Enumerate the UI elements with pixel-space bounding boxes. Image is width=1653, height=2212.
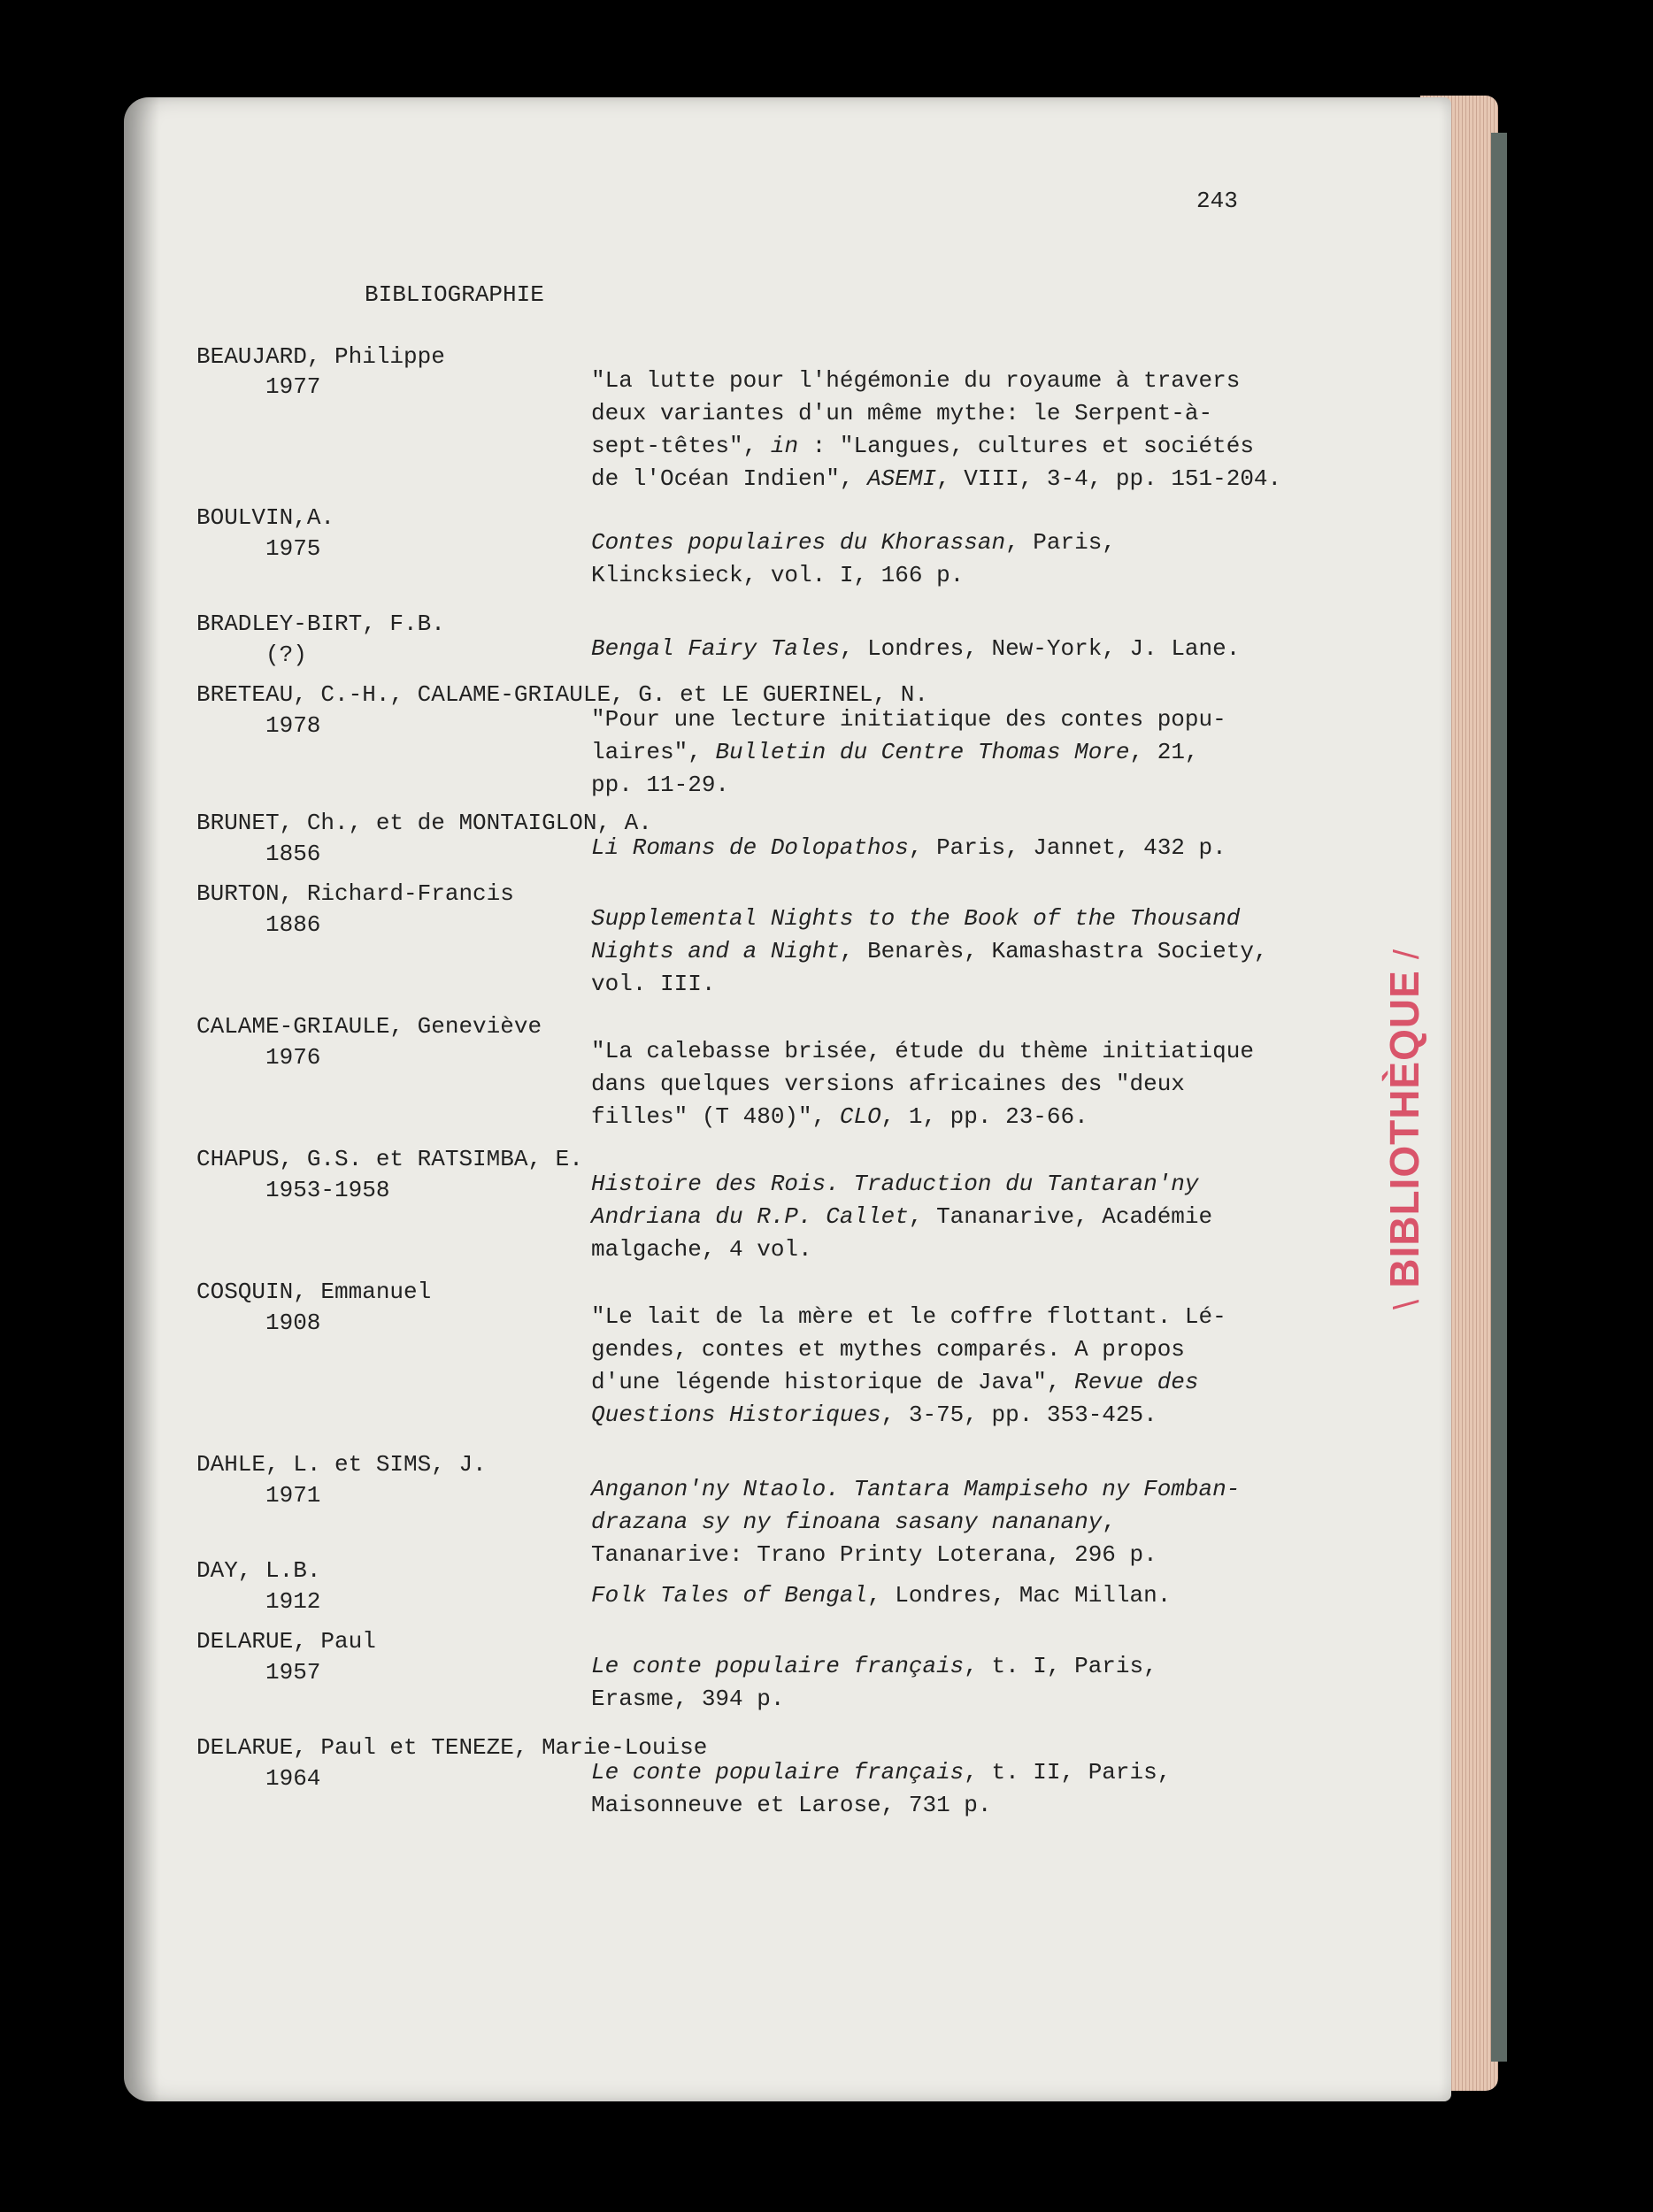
reference-line: Nights and a Night, Benarès, Kamashastra Society,	[591, 938, 1268, 964]
entry-year: 1908	[265, 1310, 321, 1336]
reference-line: d'une légende historique de Java", Revue des	[591, 1369, 1199, 1395]
reference-line: malgache, 4 vol.	[591, 1236, 812, 1263]
library-stamp: \ BIBLIOTHÈQUE /	[1381, 948, 1427, 1310]
entry-reference	[591, 633, 1352, 665]
reference-line: Le conte populaire français, t. I, Paris,	[591, 1653, 1157, 1679]
entry-reference	[591, 1473, 1352, 1571]
entry-reference	[591, 1650, 1352, 1716]
reference-line: "La lutte pour l'hégémonie du royaume à travers	[591, 367, 1241, 394]
entry-author: BOULVIN,A.	[196, 504, 335, 531]
entry-year: 1912	[265, 1588, 321, 1615]
book-cover-edge	[1491, 133, 1507, 2062]
reference-line: Tananarive: Trano Printy Loterana, 296 p.	[591, 1541, 1157, 1568]
entry-author: BRADLEY-BIRT, F.B.	[196, 611, 445, 637]
entry-reference	[591, 902, 1352, 1001]
page-title: BIBLIOGRAPHIE	[365, 281, 544, 308]
reference-line: Maisonneuve et Larose, 731 p.	[591, 1792, 992, 1818]
entry-author: CALAME-GRIAULE, Geneviève	[196, 1013, 542, 1040]
entry-reference	[591, 1035, 1352, 1133]
reference-line: "La calebasse brisée, étude du thème initiatique	[591, 1038, 1254, 1064]
entry-year: (?)	[265, 641, 307, 668]
entry-author: DELARUE, Paul et TENEZE, Marie-Louise	[196, 1734, 708, 1761]
entry-author: DAY, L.B.	[196, 1557, 321, 1584]
entry-year: 1976	[265, 1044, 321, 1071]
entry-reference	[591, 703, 1352, 802]
reference-line: Le conte populaire français, t. II, Paris,	[591, 1759, 1172, 1786]
library-stamp-text: BIBLIOTHÈQUE	[1381, 970, 1427, 1288]
gutter-shadow	[124, 97, 159, 2101]
entry-year: 1886	[265, 911, 321, 938]
reference-line: Contes populaires du Khorassan, Paris,	[591, 529, 1116, 556]
reference-line: gendes, contes et mythes comparés. A propos	[591, 1336, 1185, 1363]
entry-year: 1856	[265, 841, 321, 867]
reference-line: Erasme, 394 p.	[591, 1686, 785, 1712]
page-number: 243	[1196, 188, 1238, 214]
entry-author: BRETEAU, C.-H., CALAME-GRIAULE, G. et LE GUERINEL, N.	[196, 681, 928, 708]
entry-reference	[591, 1579, 1352, 1612]
reference-line: Klincksieck, vol. I, 166 p.	[591, 562, 965, 588]
entry-reference	[591, 365, 1352, 495]
entry-reference	[591, 1301, 1352, 1432]
entry-year: 1978	[265, 712, 321, 739]
entry-year: 1971	[265, 1482, 321, 1509]
entry-reference	[591, 526, 1352, 592]
entry-year: 1957	[265, 1659, 321, 1686]
reference-line: Folk Tales of Bengal, Londres, Mac Millan.	[591, 1582, 1172, 1609]
entry-reference	[591, 1756, 1352, 1822]
entry-year: 1953-1958	[265, 1177, 390, 1203]
reference-line: Supplemental Nights to the Book of the Thousand	[591, 905, 1241, 932]
entry-reference	[591, 832, 1352, 864]
reference-line: deux variantes d'un même mythe: le Serpent-à-	[591, 400, 1213, 426]
entry-author: BURTON, Richard-Francis	[196, 880, 514, 907]
reference-line: Li Romans de Dolopathos, Paris, Jannet, 432 p.	[591, 834, 1226, 861]
reference-line: drazana sy ny finoana sasany nananany,	[591, 1509, 1116, 1535]
reference-line: "Pour une lecture initiatique des contes popu-	[591, 706, 1226, 733]
reference-line: vol. III.	[591, 971, 716, 997]
reference-line: Questions Historiques, 3-75, pp. 353-425.	[591, 1402, 1157, 1428]
entry-author: COSQUIN, Emmanuel	[196, 1279, 432, 1305]
reference-line: laires", Bulletin du Centre Thomas More, 21,	[591, 739, 1199, 765]
reference-line: "Le lait de la mère et le coffre flottant. Lé-	[591, 1303, 1226, 1330]
entry-author: DAHLE, L. et SIMS, J.	[196, 1451, 487, 1478]
reference-line: sept-têtes", in : "Langues, cultures et sociétés	[591, 433, 1254, 459]
entry-year: 1975	[265, 535, 321, 562]
reference-line: Histoire des Rois. Traduction du Tantaran'ny	[591, 1171, 1199, 1197]
reference-line: pp. 11-29.	[591, 772, 730, 798]
reference-line: Andriana du R.P. Callet, Tananarive, Académie	[591, 1203, 1213, 1230]
reference-line: Bengal Fairy Tales, Londres, New-York, J. Lane.	[591, 635, 1241, 662]
entry-author: DELARUE, Paul	[196, 1628, 376, 1655]
entry-year: 1977	[265, 373, 321, 400]
entry-year: 1964	[265, 1765, 321, 1792]
reference-line: de l'Océan Indien", ASEMI, VIII, 3-4, pp. 151-204.	[591, 465, 1282, 492]
reference-line: Anganon'ny Ntaolo. Tantara Mampiseho ny Fomban-	[591, 1476, 1241, 1502]
reference-line: dans quelques versions africaines des "deux	[591, 1071, 1185, 1097]
entry-author: BEAUJARD, Philippe	[196, 343, 445, 370]
entry-author: BRUNET, Ch., et de MONTAIGLON, A.	[196, 810, 652, 836]
reference-line: filles" (T 480)", CLO, 1, pp. 23-66.	[591, 1103, 1088, 1130]
entry-reference	[591, 1168, 1352, 1266]
entry-author: CHAPUS, G.S. et RATSIMBA, E.	[196, 1146, 583, 1172]
